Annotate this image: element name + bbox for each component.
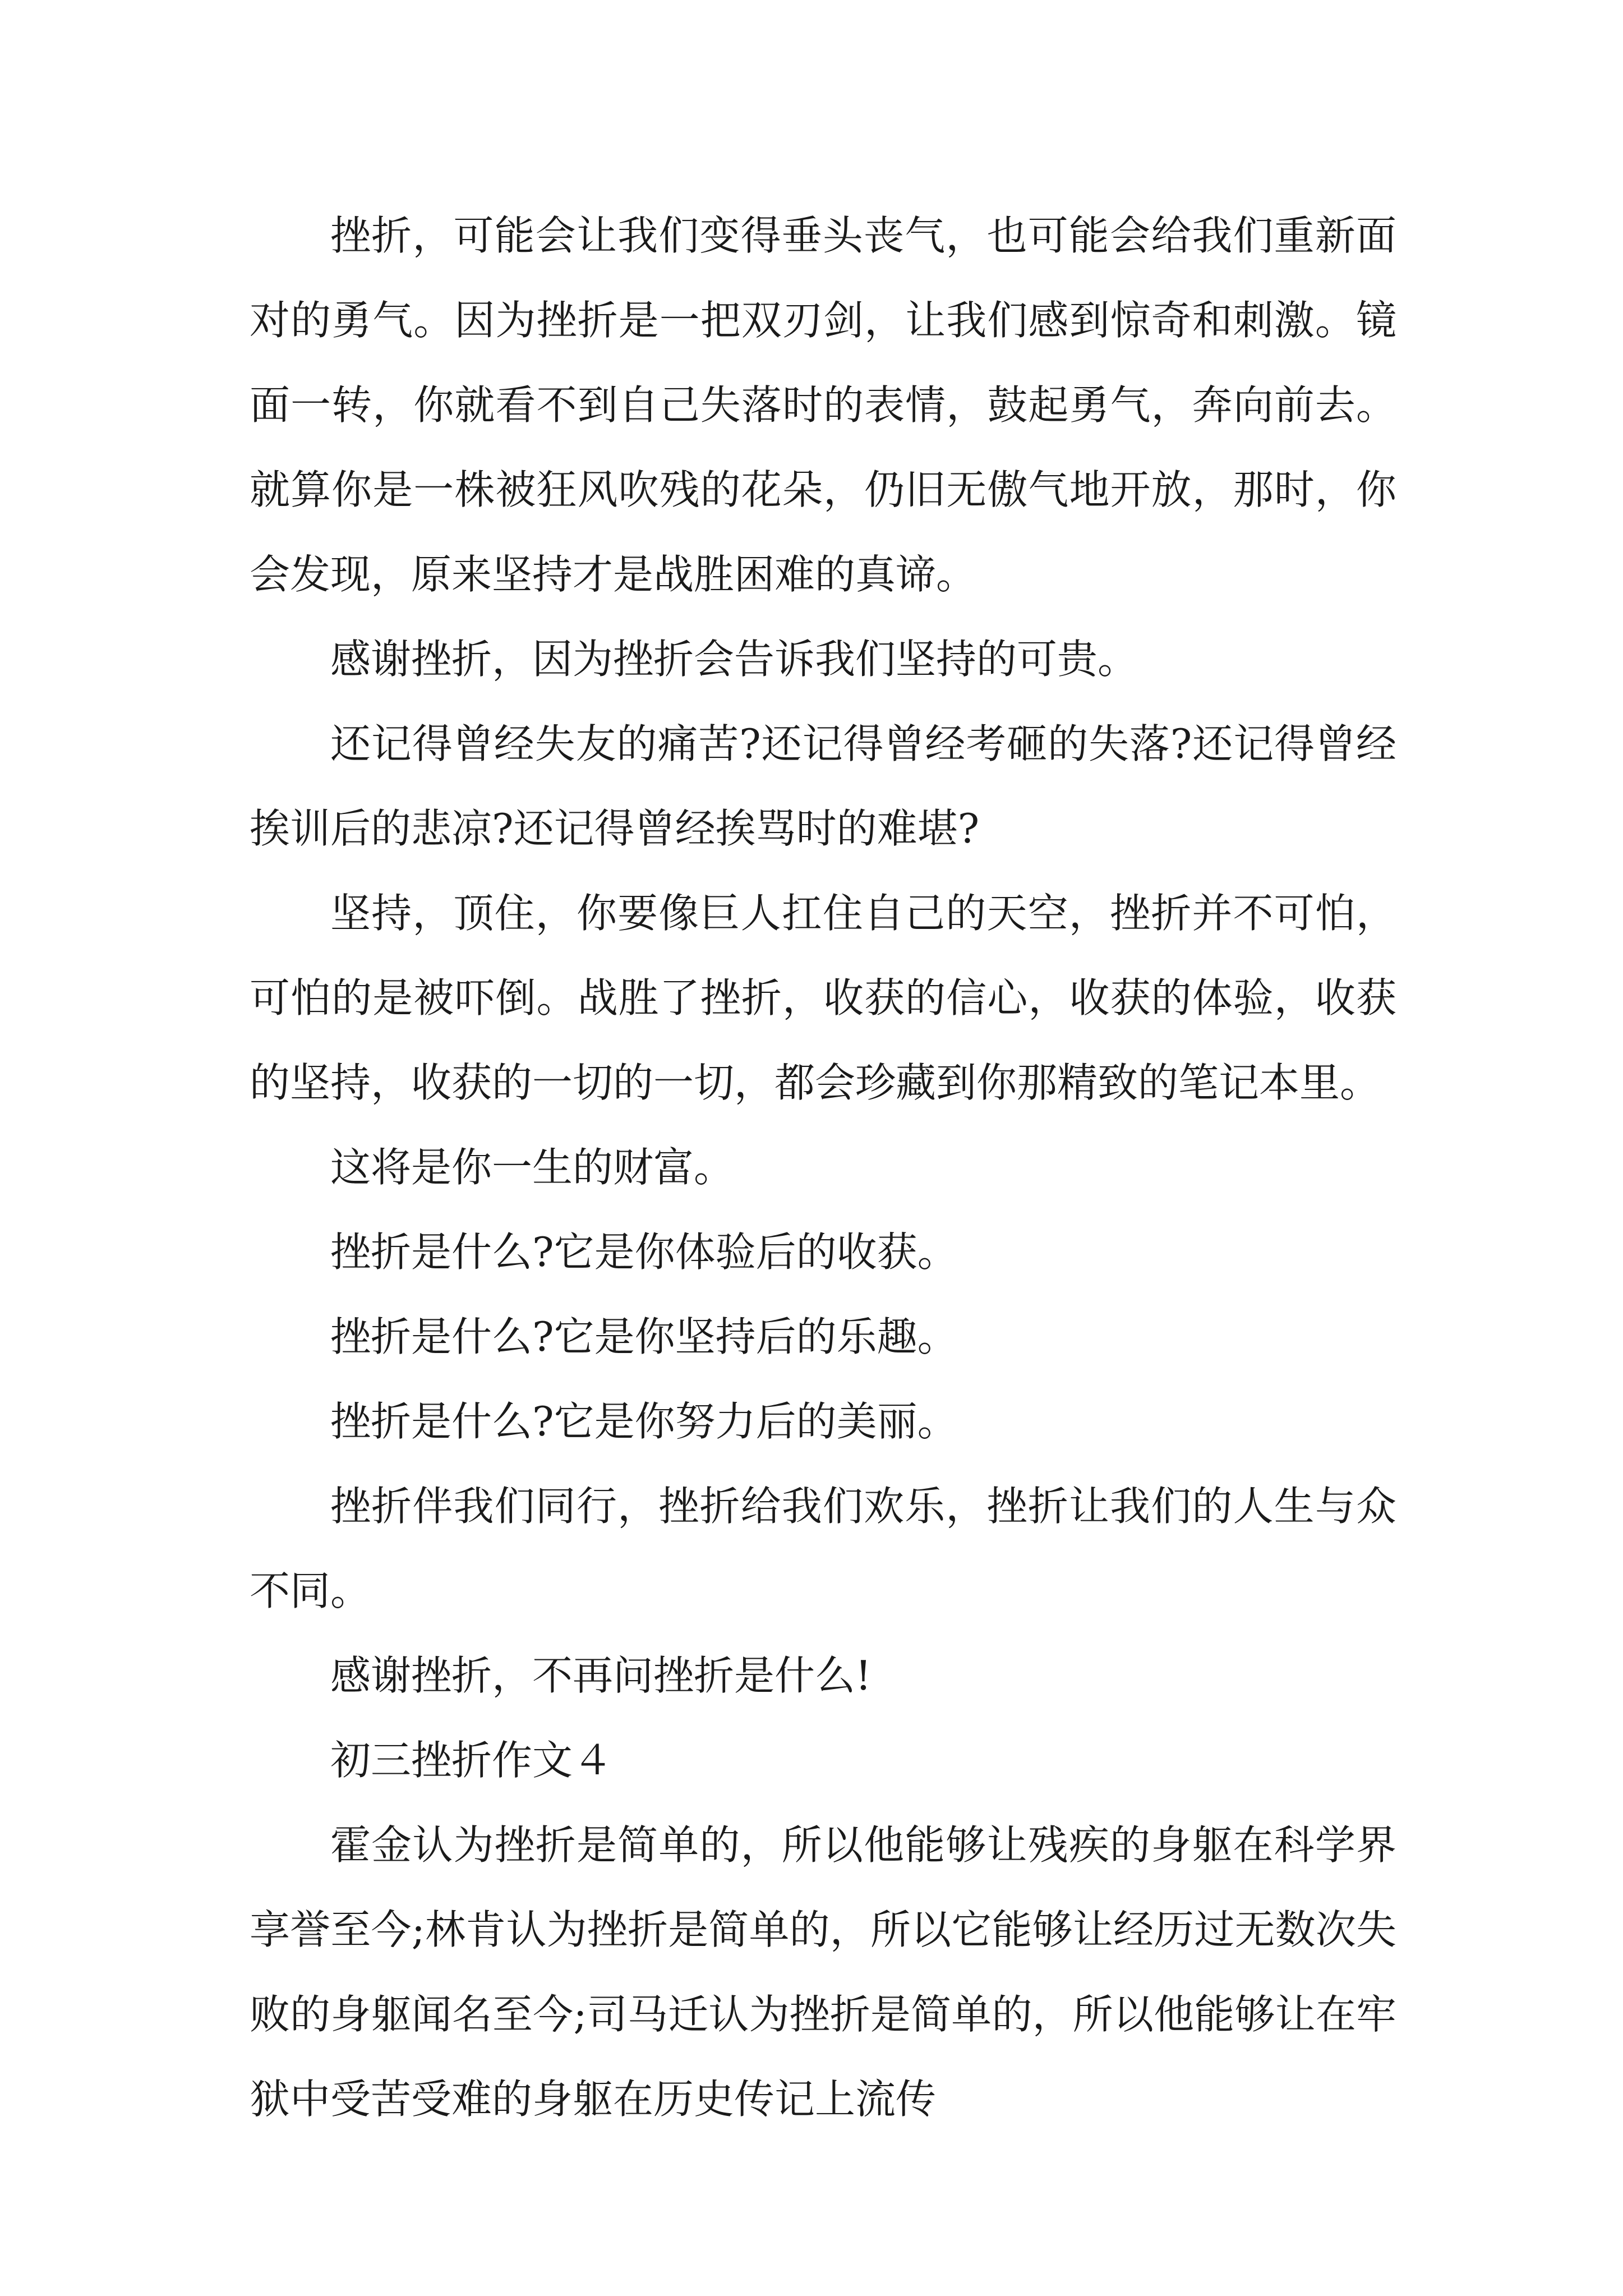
paragraph-9: 挫折伴我们同行，挫折给我们欢乐，挫折让我们的人生与众不同。: [250, 1483, 1396, 1614]
paragraph-8: 挫折是什么?它是你努力后的美丽。: [330, 1398, 958, 1445]
paragraph-10: 感谢挫折，不再问挫折是什么!: [330, 1652, 872, 1699]
paragraph-2: 感谢挫折，因为挫折会告诉我们坚持的可贵。: [330, 636, 1138, 683]
paragraph-4: 坚持，顶住，你要像巨人扛住自己的天空，挫折并不可怕，可怕的是被吓倒。战胜了挫折，收获的信心，收获的体验，收获的坚持，收获的一切的一切，都会珍藏到你那精致的笔记本里。: [250, 890, 1396, 1106]
paragraph-1: 挫折，可能会让我们变得垂头丧气，也可能会给我们重新面对的勇气。因为挫折是一把双刃剑，让我们感到惊奇和刺激。镜面一转，你就看不到自己失落时的表情，鼓起勇气，奔向前去。就算你是一株被狂风吹残的花朵，仍旧无傲气地开放，那时，你会发现，原来坚持才是战胜困难的真谛。: [250, 212, 1396, 598]
section-paragraph-1: 霍金认为挫折是简单的，所以他能够让残疾的身躯在科学界享誉至今;林肯认为挫折是简单的，所以它能够让经历过无数次失败的身躯闻名至今;司马迁认为挫折是简单的，所以他能够让在牢狱中受苦受难的身躯在历史传记上流传: [250, 1821, 1396, 2123]
paragraph-3: 还记得曾经失友的痛苦?还记得曾经考砸的失落?还记得曾经挨训后的悲凉?还记得曾经挨骂时的难堪?: [250, 720, 1396, 852]
paragraph-5: 这将是你一生的财富。: [330, 1144, 735, 1191]
section-title: 初三挫折作文４: [330, 1737, 614, 1784]
paragraph-7: 挫折是什么?它是你坚持后的乐趣。: [330, 1313, 958, 1360]
paragraph-6: 挫折是什么?它是你体验后的收获。: [330, 1228, 958, 1276]
document-body: [250, 194, 1396, 2142]
